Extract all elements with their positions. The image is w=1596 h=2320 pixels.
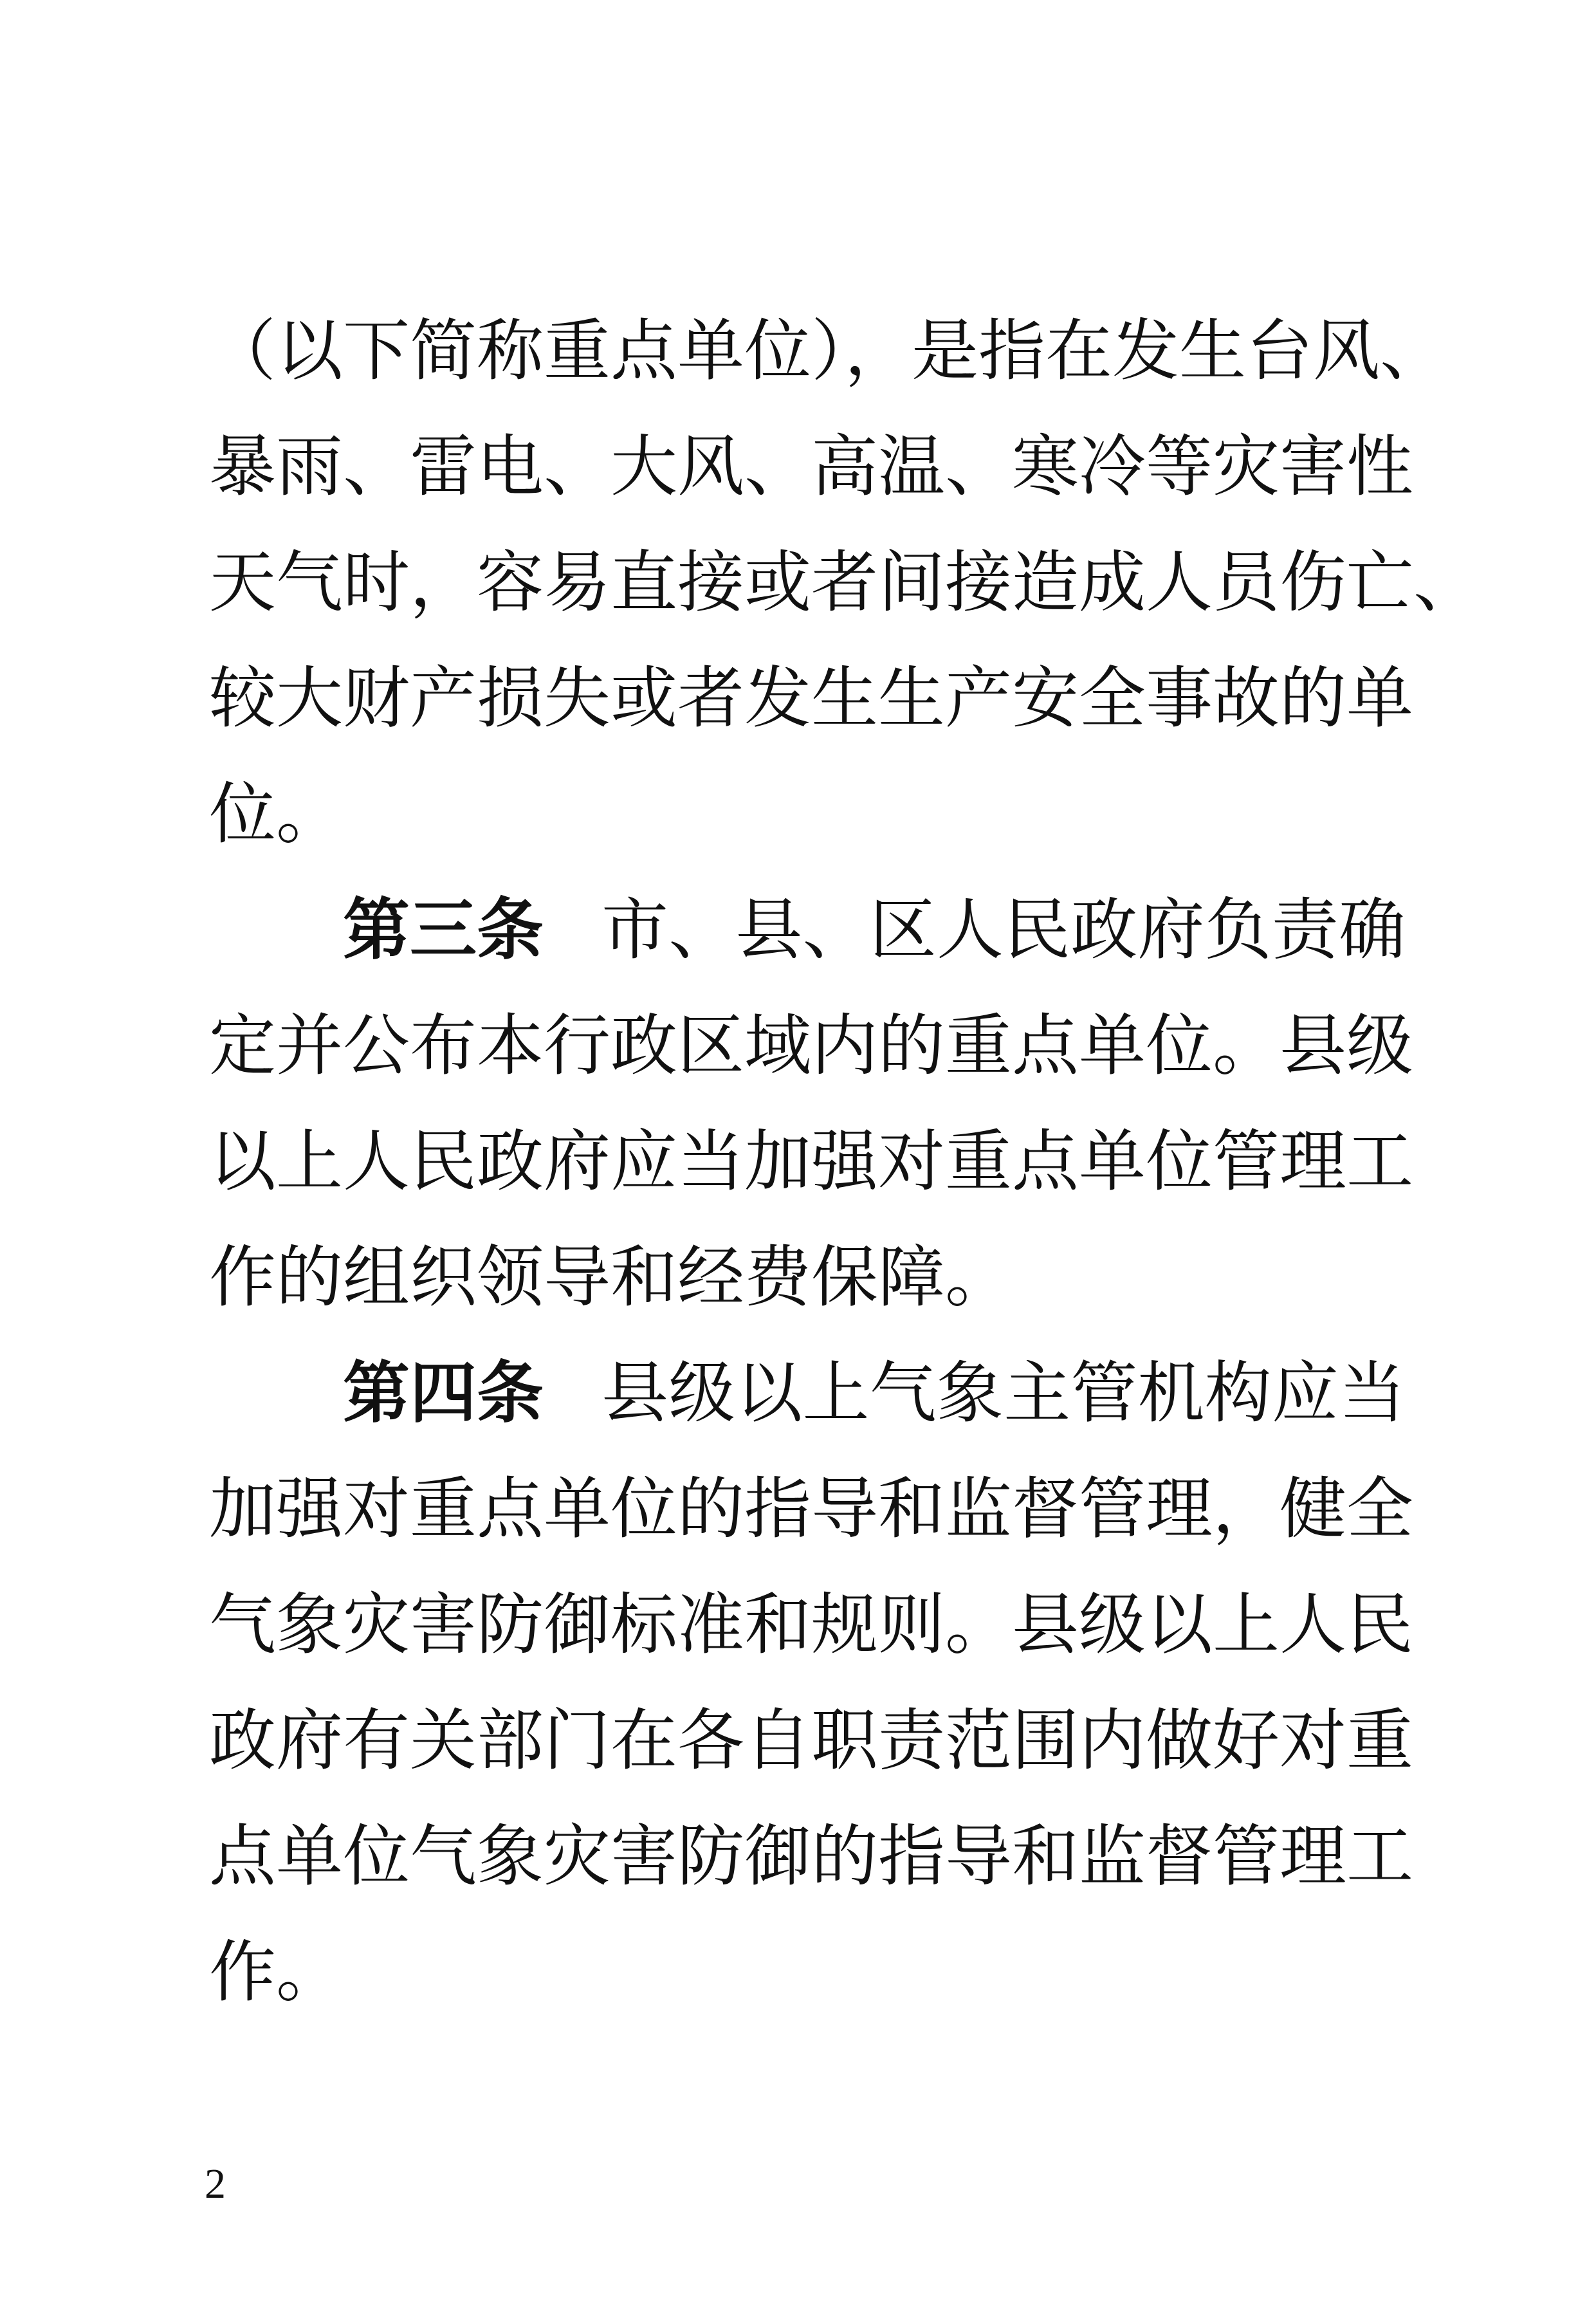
paragraph-line: 政府有关部门在各自职责范围内做好对重 [209, 1701, 1414, 1780]
article-4-first-line [209, 1338, 1406, 1448]
paragraph-line: 位。 [209, 775, 344, 853]
paragraph-line: 加强对重点单位的指导和监督管理，健全 [209, 1469, 1414, 1548]
paragraph-line: 较大财产损失或者发生生产安全事故的单 [209, 659, 1414, 737]
article-3-heading: 第三条 [343, 890, 544, 969]
paragraph-line: 天气时，容易直接或者间接造成人员伤亡、 [209, 543, 1481, 621]
paragraph-line: 以上人民政府应当加强对重点单位管理工 [209, 1122, 1414, 1201]
article-3-first-line [209, 875, 1406, 984]
article-4-heading: 第四条 [343, 1354, 544, 1432]
paragraph-line: 作的组织领导和经费保障。 [209, 1238, 1013, 1316]
paragraph-line: 点单位气象灾害防御的指导和监督管理工 [209, 1817, 1414, 1895]
page-number: 2 [205, 2160, 226, 2207]
paragraph-line: 定并公布本行政区域内的重点单位。县级 [209, 1006, 1414, 1085]
paragraph-line: 暴雨、雷电、大风、高温、寒冷等灾害性 [209, 427, 1414, 506]
article-4-first-line-text: 县级以上气象主管机构应当 [601, 1354, 1406, 1432]
article-3-first-line-text: 市、县、区人民政府负责确 [601, 890, 1406, 969]
paragraph-line: （以下简称重点单位），是指在发生台风、 [209, 311, 1447, 390]
paragraph-line: 气象灾害防御标准和规则。县级以上人民 [209, 1585, 1414, 1664]
paragraph-line: 作。 [209, 1933, 344, 2011]
